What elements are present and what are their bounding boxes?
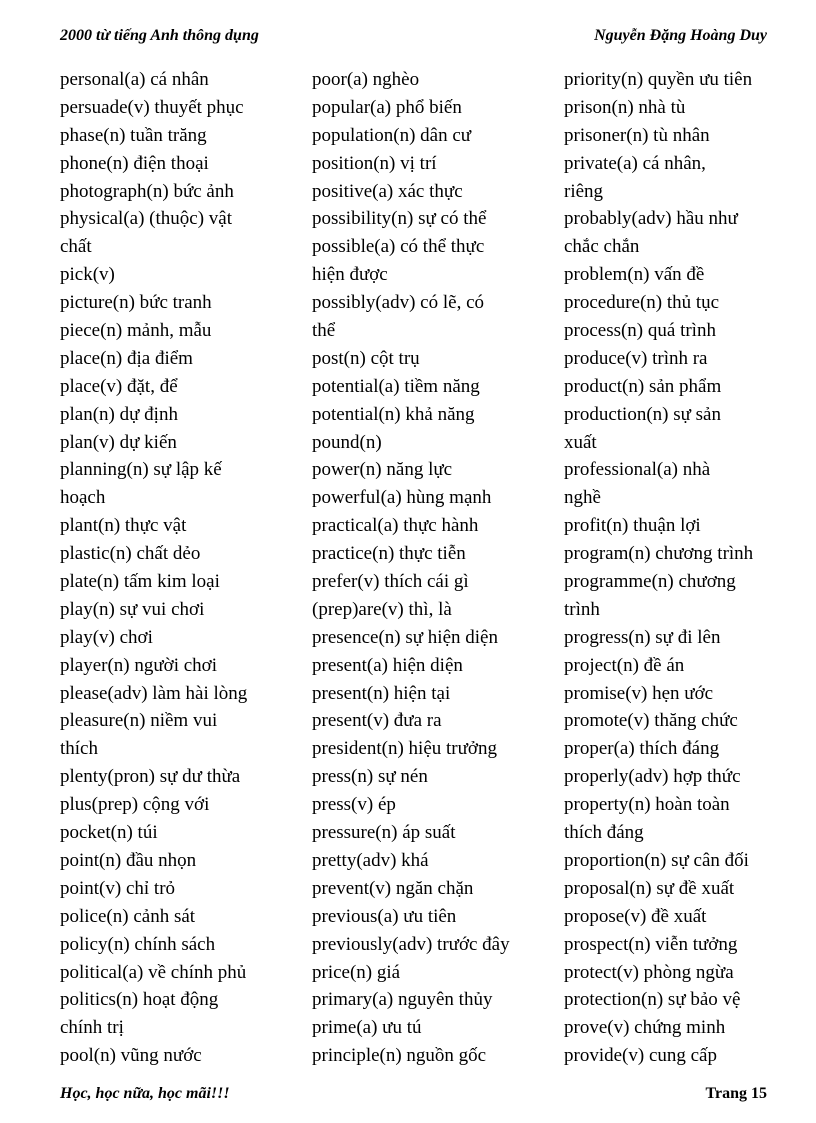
- entry-line: popular(a) phổ biến: [312, 96, 462, 118]
- entry-line: prison(n) nhà tù: [564, 96, 686, 118]
- entry-line: poor(a) nghèo: [312, 69, 420, 90]
- entry-line: play(v) chơi: [60, 626, 153, 648]
- page-header: [60, 24, 767, 48]
- footer-motto: Học, học nữa, học mãi!!!: [60, 1085, 230, 1102]
- entry-line: professional(a) nhà: [564, 459, 711, 481]
- entry-line: priority(n) quyền ưu tiên: [564, 69, 753, 90]
- entry-line: proportion(n) sự cân đối: [564, 849, 749, 871]
- entry-line: plenty(pron) sự dư thừa: [60, 766, 241, 788]
- entry-line: planning(n) sự lập kế: [60, 459, 222, 481]
- entry-line: practice(n) thực tiễn: [312, 543, 466, 565]
- entry-line: place(n) địa điểm: [60, 347, 193, 369]
- entry-line: piece(n) mảnh, mẫu: [60, 320, 212, 342]
- entry-line: persuade(v) thuyết phục: [60, 96, 244, 118]
- entry-line: previous(a) ưu tiên: [312, 905, 457, 927]
- entry-line: nghề: [564, 487, 601, 509]
- entry-line: hoạch: [60, 487, 106, 509]
- entry-line: price(n) giá: [312, 961, 401, 983]
- entry-line: phase(n) tuần trăng: [60, 124, 207, 146]
- entry-line: program(n) chương trình: [564, 543, 754, 565]
- entry-line: population(n) dân cư: [312, 124, 472, 146]
- entry-line: play(n) sự vui chơi: [60, 598, 205, 620]
- entry-line: politics(n) hoạt động: [60, 989, 219, 1011]
- entry-line: trình: [564, 598, 600, 620]
- entry-line: present(a) hiện diện: [312, 654, 463, 676]
- entry-line: pick(v): [60, 264, 115, 286]
- entry-line: properly(adv) hợp thức: [564, 766, 741, 788]
- entry-line: promote(v) thăng chức: [564, 710, 738, 732]
- entry-line: thích: [60, 738, 98, 760]
- entry-line: riêng: [564, 180, 604, 202]
- entry-line: political(a) về chính phủ: [60, 961, 247, 983]
- page-number: Trang 15: [705, 1085, 767, 1102]
- entry-line: process(n) quá trình: [564, 320, 716, 342]
- entry-line: police(n) cảnh sát: [60, 905, 196, 927]
- entry-line: progress(n) sự đi lên: [564, 626, 721, 648]
- entry-line: procedure(n) thủ tục: [564, 292, 720, 314]
- entry-line: please(adv) làm hài lòng: [60, 682, 248, 704]
- entry-line: present(v) đưa ra: [312, 710, 442, 732]
- entry-line: player(n) người chơi: [60, 654, 218, 676]
- entry-line: place(v) đặt, để: [60, 375, 178, 397]
- entry-line: powerful(a) hùng mạnh: [312, 487, 492, 509]
- entry-line: plant(n) thực vật: [60, 515, 187, 537]
- entry-line: policy(n) chính sách: [60, 933, 216, 955]
- entry-line: plastic(n) chất dẻo: [60, 543, 201, 565]
- entry-line: problem(n) vấn đề: [564, 264, 705, 286]
- entry-line: potential(a) tiềm năng: [312, 375, 480, 397]
- entry-line: prospect(n) viễn tưởng: [564, 933, 738, 955]
- entry-line: chất: [60, 236, 92, 258]
- entry-line: property(n) hoàn toàn: [564, 794, 730, 816]
- word-column-2: [312, 66, 564, 1070]
- entry-line: press(n) sự nén: [312, 766, 428, 788]
- entry-line: possible(a) có thể thực: [312, 236, 485, 258]
- entry-line: possibly(adv) có lẽ, có: [312, 292, 485, 314]
- word-column-1: [60, 66, 312, 1070]
- entry-line: point(v) chỉ trỏ: [60, 877, 176, 899]
- entry-line: protection(n) sự bảo vệ: [564, 989, 741, 1011]
- entry-line: project(n) đề án: [564, 654, 685, 676]
- entry-line: pressure(n) áp suất: [312, 822, 456, 844]
- entry-line: thích đáng: [564, 822, 644, 844]
- entry-line: proper(a) thích đáng: [564, 738, 720, 760]
- entry-line: prevent(v) ngăn chặn: [312, 877, 474, 899]
- entry-line: picture(n) bức tranh: [60, 292, 212, 314]
- entry-line: profit(n) thuận lợi: [564, 515, 701, 537]
- entry-line: plan(v) dự kiến: [60, 431, 177, 453]
- entry-line: prove(v) chứng minh: [564, 1017, 726, 1039]
- book-title: 2000 từ tiếng Anh thông dụng: [60, 27, 259, 44]
- entry-line: programme(n) chương: [564, 571, 736, 593]
- entry-line: production(n) sự sản: [564, 403, 721, 425]
- entry-line: phone(n) điện thoại: [60, 152, 209, 174]
- word-column-3: [564, 66, 780, 1070]
- entry-line: pretty(adv) khá: [312, 849, 429, 871]
- entry-line: prefer(v) thích cái gì: [312, 571, 469, 593]
- entry-line: produce(v) trình ra: [564, 347, 708, 369]
- entry-line: (prep)are(v) thì, là: [312, 598, 452, 620]
- entry-line: thể: [312, 320, 336, 342]
- entry-line: physical(a) (thuộc) vật: [60, 208, 232, 230]
- entry-line: proposal(n) sự đề xuất: [564, 877, 735, 899]
- entry-line: power(n) năng lực: [312, 459, 453, 481]
- entry-line: potential(n) khả năng: [312, 403, 475, 425]
- entry-line: pleasure(n) niềm vui: [60, 710, 218, 732]
- entry-line: promise(v) hẹn ước: [564, 682, 714, 704]
- entry-line: previously(adv) trước đây: [312, 933, 510, 955]
- entry-line: hiện được: [312, 264, 388, 286]
- entry-line: personal(a) cá nhân: [60, 69, 209, 90]
- word-list: [60, 66, 780, 1070]
- entry-line: point(n) đầu nhọn: [60, 849, 197, 871]
- entry-line: plate(n) tấm kim loại: [60, 571, 220, 593]
- author-name: Nguyễn Đặng Hoàng Duy: [594, 27, 767, 44]
- entry-line: position(n) vị trí: [312, 152, 437, 174]
- entry-line: protect(v) phòng ngừa: [564, 961, 734, 983]
- entry-line: president(n) hiệu trưởng: [312, 738, 497, 760]
- entry-line: principle(n) nguồn gốc: [312, 1045, 487, 1067]
- entry-line: pound(n): [312, 431, 382, 453]
- entry-line: prisoner(n) tù nhân: [564, 124, 710, 146]
- entry-line: xuất: [564, 431, 597, 453]
- entry-line: provide(v) cung cấp: [564, 1045, 717, 1067]
- entry-line: press(v) ép: [312, 794, 396, 816]
- entry-line: post(n) cột trụ: [312, 347, 420, 369]
- entry-line: photograph(n) bức ảnh: [60, 180, 234, 202]
- entry-line: pocket(n) túi: [60, 822, 158, 844]
- entry-line: probably(adv) hầu như: [564, 208, 738, 230]
- entry-line: product(n) sản phẩm: [564, 375, 722, 397]
- entry-line: presence(n) sự hiện diện: [312, 626, 498, 648]
- entry-line: chính trị: [60, 1017, 124, 1039]
- entry-line: propose(v) đề xuất: [564, 905, 707, 927]
- entry-line: plan(n) dự định: [60, 403, 178, 425]
- entry-line: primary(a) nguyên thủy: [312, 989, 493, 1011]
- entry-line: private(a) cá nhân,: [564, 152, 706, 174]
- page-footer: [60, 1082, 767, 1106]
- entry-line: chắc chắn: [564, 236, 640, 258]
- entry-line: practical(a) thực hành: [312, 515, 479, 537]
- entry-line: present(n) hiện tại: [312, 682, 451, 704]
- entry-line: plus(prep) cộng với: [60, 794, 210, 816]
- entry-line: positive(a) xác thực: [312, 180, 463, 202]
- entry-line: pool(n) vũng nước: [60, 1045, 202, 1067]
- entry-line: possibility(n) sự có thể: [312, 208, 487, 230]
- entry-line: prime(a) ưu tú: [312, 1017, 422, 1039]
